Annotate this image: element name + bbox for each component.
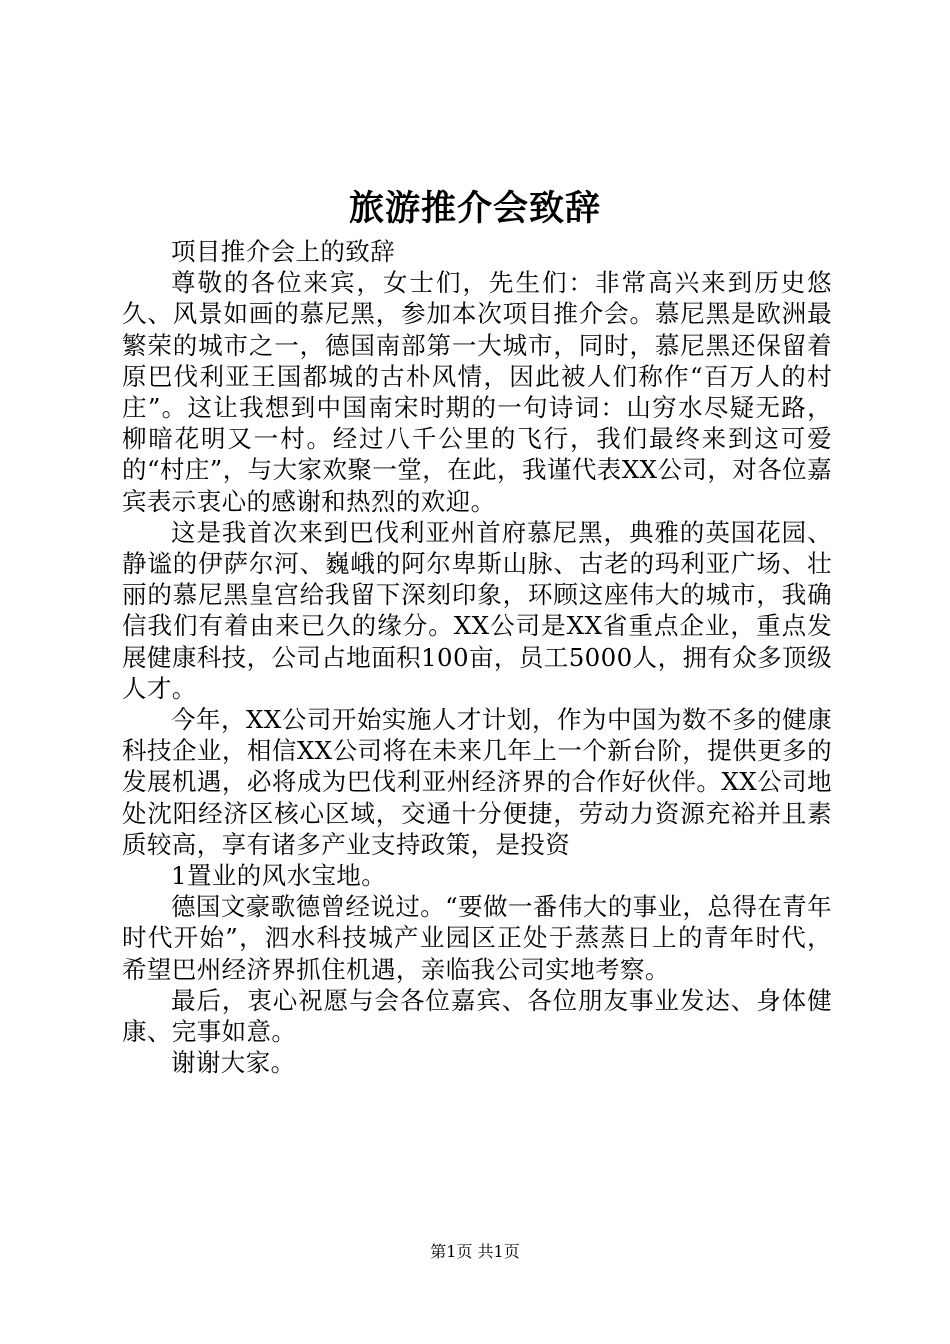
paragraph-subtitle: 项目推介会上的致辞 <box>171 237 396 266</box>
paragraph-thanks: 谢谢大家。 <box>171 1048 296 1078</box>
paragraph-munich-impression: 这是我首次来到巴伐利亚州首府慕尼黑，典雅的英国花园、静谧的伊萨尔河、巍峨的阿尔卑斯山脉、古老的玛利亚广场、壮丽的慕尼黑皇宫给我留下深刻印象，环顾这座伟大的城市，我确信我们有着由来已久的缘分。XX公司是XX省重点企业，重点发展健康科技，公司占地面积100亩，员工5000人，拥有众多顶级人才。 <box>122 517 832 703</box>
page-footer: 第1页 共1页 <box>430 1242 520 1261</box>
paragraph-greeting: 尊敬的各位来宾，女士们，先生们：非常高兴来到历史悠久、风景如画的慕尼黑，参加本次项目推介会。慕尼黑是欧洲最繁荣的城市之一，德国南部第一大城市，同时，慕尼黑还保留着原巴伐利亚王国都城的古朴风情，因此被人们称作“百万人的村庄”。这让我想到中国南宋时期的一句诗词：山穷水尽疑无路，柳暗花明又一村。经过八千公里的飞行，我们最终来到这可爱的“村庄”，与大家欢聚一堂，在此，我谨代表XX公司，对各位嘉宾表示衷心的感谢和热烈的欢迎。 <box>122 268 832 516</box>
paragraph-company-plan: 今年，XX公司开始实施人才计划，作为中国为数不多的健康科技企业，相信XX公司将在未来几年上一个新台阶，提供更多的发展机遇，必将成为巴伐利亚州经济界的合作好伙伴。XX公司地处沈阳经济区核心区域，交通十分便捷，劳动力资源充裕并且素质较高，享有诸多产业支持政策，是投资 <box>122 705 832 859</box>
document-body <box>122 236 832 1078</box>
paragraph-investment: 1置业的风水宝地。 <box>171 861 387 891</box>
paragraph-closing-wishes: 最后，衷心祝愿与会各位嘉宾、各位朋友事业发达、身体健康、完事如意。 <box>122 985 832 1047</box>
document-title: 旅游推介会致辞 <box>348 188 601 229</box>
paragraph-goethe-quote: 德国文豪歌德曾经说过。“要做一番伟大的事业，总得在青年时代开始”，泗水科技城产业园区正处于蒸蒸日上的青年时代，希望巴州经济界抓住机遇，亲临我公司实地考察。 <box>122 892 832 984</box>
